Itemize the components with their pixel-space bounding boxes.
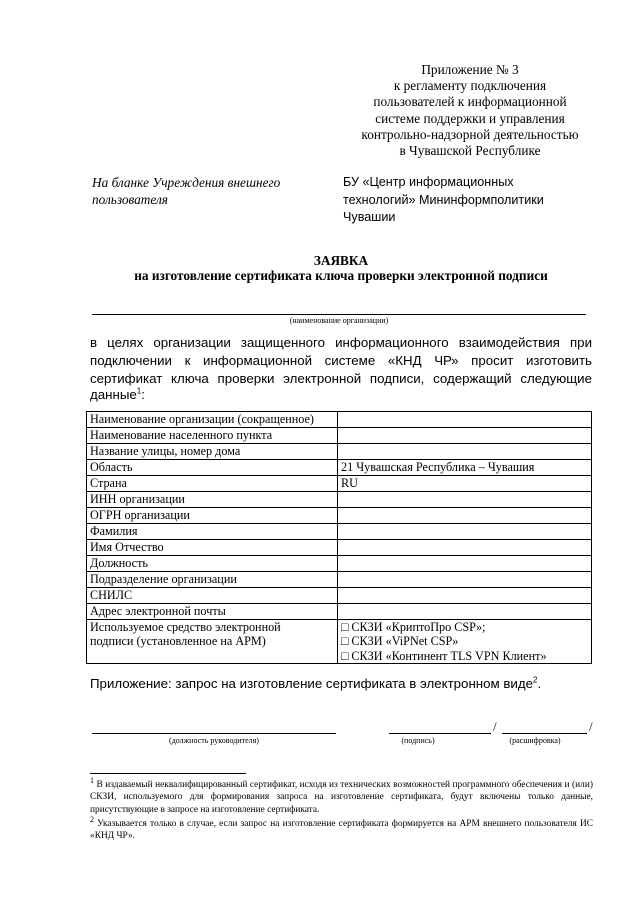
- field-value[interactable]: [338, 540, 592, 556]
- organization-name-line[interactable]: [92, 314, 586, 315]
- field-value[interactable]: [338, 428, 592, 444]
- field-label: Наименование организации (сокращенное): [87, 412, 338, 428]
- field-value[interactable]: [338, 492, 592, 508]
- footnote-number: 2: [90, 814, 94, 824]
- table-row: [87, 604, 592, 620]
- recipient-line: технологий» Мининформполитики: [343, 192, 544, 207]
- table-row: [87, 540, 592, 556]
- letterhead-line: пользователя: [92, 192, 168, 207]
- intro-paragraph: [90, 334, 592, 387]
- table-row: [87, 476, 592, 492]
- appendix-line: системе поддержки и управления: [375, 110, 565, 126]
- footnote-separator: [90, 773, 246, 774]
- position-caption: (должность руководителя): [169, 736, 259, 745]
- appendix-line: к регламенту подключения: [393, 78, 547, 94]
- crypto-provider-options: [338, 620, 592, 664]
- table-row: [87, 444, 592, 460]
- field-value[interactable]: [338, 604, 592, 620]
- intro-line: в целях организации защищенного информационного взаимодействия при: [90, 335, 592, 350]
- field-value[interactable]: [338, 588, 592, 604]
- table-row: [87, 572, 592, 588]
- crypto-provider-row: [87, 620, 592, 664]
- signature-caption: (подпись): [401, 736, 435, 745]
- field-label: СНИЛС: [87, 588, 338, 604]
- field-label: Адрес электронной почты: [87, 604, 338, 620]
- table-row: [87, 460, 592, 476]
- field-label: Имя Отчество: [87, 540, 338, 556]
- footnote-number: 1: [90, 775, 94, 785]
- crypto-option-checkbox[interactable]: □ СКЗИ «КриптоПро CSP»;: [341, 620, 486, 634]
- table-row: [87, 588, 592, 604]
- intro-last-line: данные$^1$:: [90, 386, 145, 402]
- appendix-line: в Чувашской Республике: [399, 143, 541, 159]
- position-field[interactable]: [92, 733, 336, 734]
- decoding-field[interactable]: [502, 733, 587, 734]
- field-value[interactable]: 21 Чувашская Республика – Чувашия: [338, 460, 592, 476]
- field-label: Область: [87, 460, 338, 476]
- footnote-1: $^1$ В издаваемый неквалифицированный сертификат, исходя из технических возможностей программного обеспечения и (или) СКЗИ, используемого для формирования запроса на изготовление сертификата, будут включены только данные, присутствующие в запросе на изготовление сертификата.: [90, 775, 593, 815]
- table-row: [87, 492, 592, 508]
- separator-slash: /: [493, 719, 497, 734]
- field-label: Наименование населенного пункта: [87, 428, 338, 444]
- footnote-ref-1: 1: [136, 386, 142, 396]
- decoding-caption: (расшифровка): [509, 736, 561, 745]
- intro-line: подключении к информационной системе «КНД ЧР» просит изготовить: [90, 352, 592, 368]
- table-row: [87, 428, 592, 444]
- field-label: Должность: [87, 556, 338, 572]
- crypto-label-line: подписи (установленное на АРМ): [90, 634, 266, 649]
- field-value[interactable]: [338, 572, 592, 588]
- attachment-line: Приложение: запрос на изготовление сертификата в электронном виде$^2$.: [90, 675, 542, 691]
- crypto-label-line: Используемое средство электронной: [90, 620, 281, 634]
- field-label: Фамилия: [87, 524, 338, 540]
- certificate-data-table: [86, 411, 592, 664]
- footnote-2: $^2$ Указывается только в случае, если запрос на изготовление сертификата формируется на АРМ внешнего пользователя ИС «КНД ЧР».: [90, 814, 593, 842]
- field-label: Страна: [87, 476, 338, 492]
- field-value[interactable]: [338, 524, 592, 540]
- table-row: [87, 524, 592, 540]
- letterhead-line: На бланке Учреждения внешнего: [92, 175, 281, 190]
- table-row: [87, 508, 592, 524]
- document-subtitle: на изготовление сертификата ключа проверки электронной подписи: [134, 268, 548, 283]
- field-label: Подразделение организации: [87, 572, 338, 588]
- table-row: [87, 412, 592, 428]
- letterhead-note: [92, 174, 322, 208]
- crypto-provider-label: [87, 620, 338, 664]
- footnote-ref-2: 2: [533, 675, 538, 685]
- crypto-option-checkbox[interactable]: □ СКЗИ «ViPNet CSP»: [341, 634, 459, 649]
- field-value[interactable]: [338, 444, 592, 460]
- field-value[interactable]: [338, 556, 592, 572]
- table-row: [87, 556, 592, 572]
- field-label: ИНН организации: [87, 492, 338, 508]
- appendix-line: контрольно-надзорной деятельностью: [361, 126, 579, 142]
- separator-slash: /: [589, 719, 593, 734]
- document-title: ЗАЯВКА: [313, 253, 369, 268]
- recipient-line: БУ «Центр информационных: [343, 175, 514, 189]
- organization-name-caption: (наименование организации): [289, 316, 389, 325]
- intro-line: сертификат ключа проверки электронной подписи, содержащий следующие: [90, 370, 592, 386]
- field-value[interactable]: [338, 412, 592, 428]
- appendix-line: Приложение № 3: [421, 62, 519, 77]
- field-value[interactable]: RU: [338, 476, 592, 492]
- field-label: Название улицы, номер дома: [87, 444, 338, 460]
- recipient-block: [343, 174, 593, 227]
- field-value[interactable]: [338, 508, 592, 524]
- appendix-block: [340, 62, 600, 159]
- field-label: ОГРН организации: [87, 508, 338, 524]
- recipient-line: Чувашии: [343, 210, 396, 224]
- crypto-option-checkbox[interactable]: □ СКЗИ «Континент TLS VPN Клиент»: [341, 648, 547, 663]
- appendix-line: пользователей к информационной: [373, 94, 567, 110]
- signature-field[interactable]: [389, 733, 491, 734]
